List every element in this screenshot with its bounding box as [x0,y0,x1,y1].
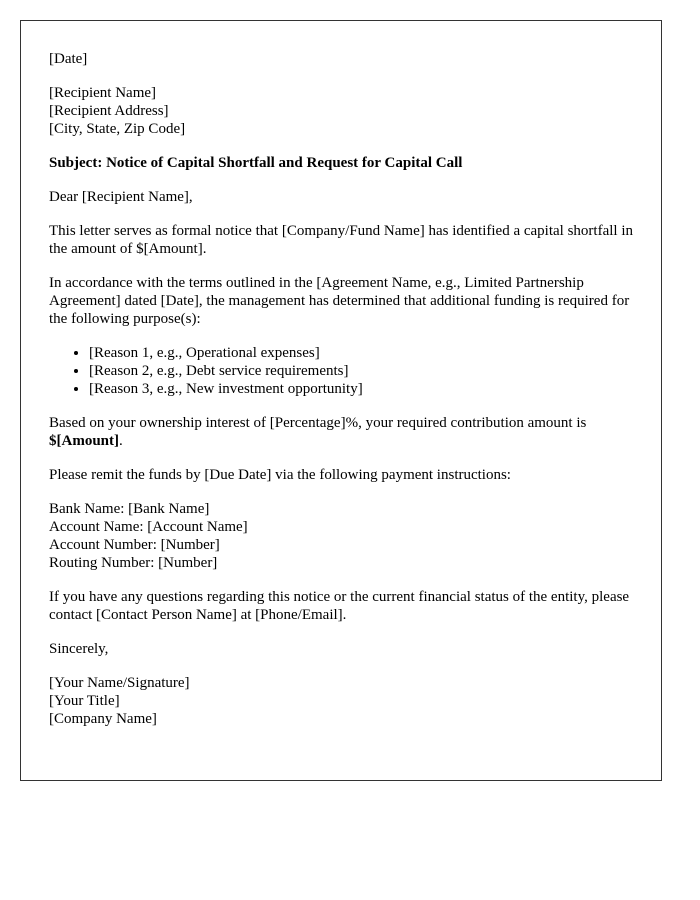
paragraph-notice: This letter serves as formal notice that [Company/Fund Name] has identified a capital shortfall in the amount of $[Amount]. [49,223,633,257]
recipient-name: [Recipient Name] [49,85,157,101]
reason-item: • [Reason 1, e.g., Operational expenses] [89,344,633,362]
signature-company: [Company Name] [49,711,157,727]
reasons-list [49,344,633,398]
salutation: Dear [Recipient Name], [49,189,193,205]
payment-instructions [49,500,633,572]
reason-item: • [Reason 2, e.g., Debt service requirements] [89,362,633,380]
recipient-city-state-zip: [City, State, Zip Code] [49,121,186,137]
letter-page [20,20,662,781]
account-name: Account Name: [Account Name] [49,519,248,535]
account-number: Account Number: [Number] [49,537,220,553]
signature-block [49,674,633,728]
paragraph-questions: If you have any questions regarding this notice or the current financial status of the entity, please contact [Contact Person Name] at [Phone/Email]. [49,589,630,623]
signature-name: [Your Name/Signature] [49,675,190,691]
contribution-period: . [119,433,123,449]
recipient-address-block [49,84,633,138]
paragraph-terms: In accordance with the terms outlined in the [Agreement Name, e.g., Limited Partnership Agreement] dated [Date], the management has determined that additional funding is required for the following purpose(s): [49,275,630,327]
routing-number: Routing Number: [Number] [49,555,218,571]
bank-name: Bank Name: [Bank Name] [49,501,210,517]
letter-date: [Date] [49,51,88,67]
signature-title: [Your Title] [49,693,120,709]
reason-item: • [Reason 3, e.g., New investment opportunity] [89,380,633,398]
subject-line: Subject: Notice of Capital Shortfall and Request for Capital Call [49,155,463,171]
recipient-address: [Recipient Address] [49,103,169,119]
contribution-amount: $[Amount] [49,433,119,449]
paragraph-contribution [49,414,633,450]
paragraph-remit: Please remit the funds by [Due Date] via the following payment instructions: [49,467,511,483]
closing: Sincerely, [49,641,109,657]
date-block [49,50,633,68]
contribution-text: Based on your ownership interest of [Percentage]%, your required contribution amount is [49,415,587,431]
